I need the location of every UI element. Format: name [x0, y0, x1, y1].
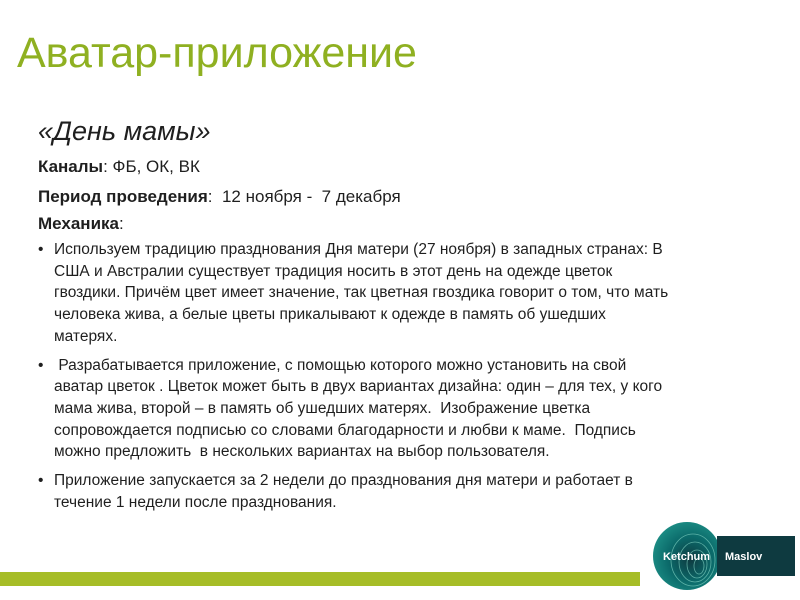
channels-line [38, 156, 200, 178]
period-value: 12 ноября - 7 декабря [221, 187, 401, 206]
mechanics-label: Механика [38, 214, 119, 233]
mechanics-line [38, 213, 124, 235]
footer-accent-bar [0, 572, 640, 586]
bullet-item [38, 470, 670, 513]
bullet-dot-icon: • [38, 241, 44, 258]
slide-title: Аватар-приложение [17, 29, 417, 77]
mechanics-sep: : [118, 214, 124, 233]
channels-value: ФБ, ОК, ВК [112, 157, 200, 176]
bullet-dot-icon: • [38, 356, 44, 374]
bullet-item [38, 239, 670, 348]
bullet-text: Приложение запускается за 2 недели до празднования дня матери и работает в течение 1 недели после празднования. [54, 472, 633, 511]
mechanics-bullet-list [38, 239, 670, 520]
bullet-dot-icon: • [38, 472, 44, 490]
channels-sep: : [103, 157, 113, 176]
period-label: Период проведения [38, 187, 208, 206]
bullet-text: Разрабатывается приложение, с помощью которого можно установить на свой аватар цветок . Цветок может быть в двух вариантах дизайна: один – для тех, у кого мама жива, второй – в память об ушедших матерях. Изображение цветка сопровождается подписью со словами благодарности и любви к маме. Подпись можно предложить в нескольких вариантах на выбор пользователя. [54, 356, 667, 461]
logo-left-text: Ketchum [663, 551, 711, 563]
channels-label: Каналы [38, 157, 104, 176]
ketchum-maslov-logo [651, 520, 799, 592]
period-line [38, 186, 401, 208]
bullet-item [38, 355, 670, 464]
period-sep: : [207, 187, 222, 206]
slide-subtitle: «День мамы» [38, 116, 211, 146]
logo-right-text: Maslov [725, 551, 763, 563]
bullet-text: Используем традицию празднования Дня матери (27 ноября) в западных странах: В США и Австралии существует традиция носить в этот день на одежде цветок гвоздики. Причём цвет имеет значение, так цветная гвоздика говорит о том, что мать человека жива, а белые цветы прикалывают к одежде в память об ушедших матерях. [54, 241, 669, 345]
